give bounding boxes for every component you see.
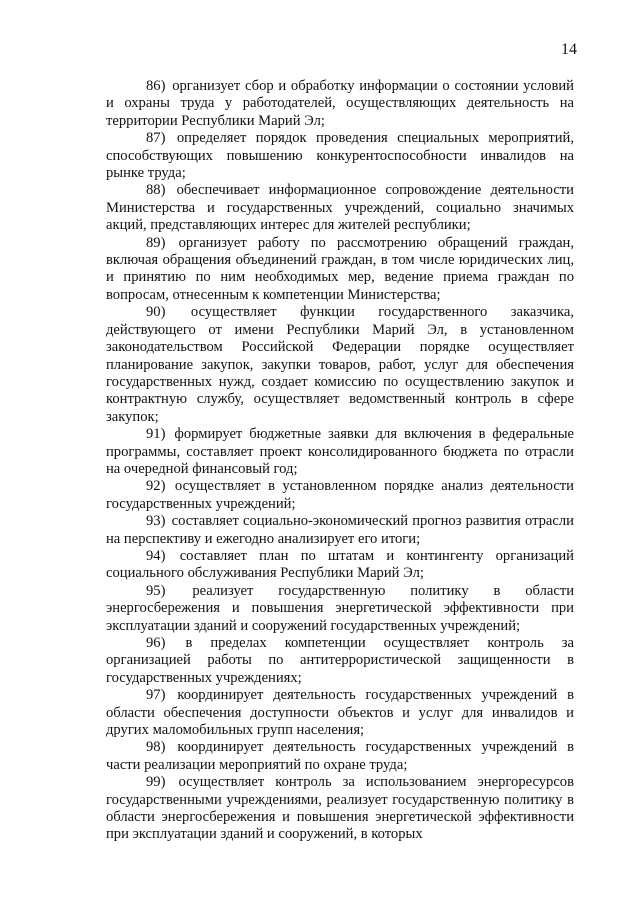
item-text: составляет план по штатам и контингенту организаций социального обслуживания Республики Марий Эл; [106,547,574,582]
item-text: осуществляет функции государственного заказчика, действующего от имени Республики Марий Эл, в установленном законодательством Российской Федерации порядке осуществляет планирование закупок, закупки товаров, работ, услуг для обеспечения государственных нужд, создает комиссию по осуществлению закупок и контрактную службу, осуществляет ведомственный контроль в сфере закупок; [106,304,574,425]
paragraph-86 [106,78,574,130]
paragraph-98 [106,739,574,774]
item-text: формирует бюджетные заявки для включения в федеральные программы, составляет проект консолидированного бюджета по отрасли на очередной финансовый год; [106,426,574,477]
item-text: обеспечивает информационное сопровождение деятельности Министерства и государственных учреждений, социально значимых акций, представляющих интерес для жителей республики; [106,182,574,234]
item-number: 90) [146,304,166,321]
item-number: 89) [146,234,166,251]
paragraph-97 [106,687,574,739]
item-text: организует работу по рассмотрению обращений граждан, включая обращения объединений граждан, в том числе юридических лиц, и принятию по ним необходимых мер, ведение приема граждан по вопросам, отнесенным к компетенции Министерства; [106,234,575,303]
item-number: 95) [146,582,166,599]
item-text: организует сбор и обработку информации о состоянии условий и охраны труда у работодателей, осуществляющих деятельность на территории Республики Марий Эл; [106,78,574,129]
item-number: 99) [146,774,166,791]
item-number: 87) [146,130,166,147]
paragraph-88 [106,182,574,234]
item-number: 86) [146,78,166,94]
paragraph-89 [106,235,574,305]
item-number: 92) [146,478,166,495]
paragraph-87 [106,130,574,182]
paragraph-96 [106,635,574,687]
item-number: 97) [146,687,166,704]
item-text: в пределах компетенции осуществляет контроль за организацией работы по антитеррористической защищенности в государственных учреждениях; [106,635,574,686]
paragraph-93 [106,513,574,548]
item-number: 93) [146,513,166,530]
item-number: 96) [146,635,166,651]
item-text: реализует государственную политику в области энергосбережения и повышения энергетической эффективности при эксплуатации зданий и сооружений государственных учреждений; [106,582,575,634]
item-text: координирует деятельность государственных учреждений в области обеспечения доступности объектов и услуг для инвалидов и других маломобильных групп населения; [106,687,574,739]
paragraph-99 [106,774,574,844]
item-text: осуществляет контроль за использованием энергоресурсов государственными учреждениями, реализует государственную политику в области энергосбережения и повышения энергетической эффективности при эксплуатации зданий и сооружений, в которых [106,774,574,843]
item-text: координирует деятельность государственных учреждений в части реализации мероприятий по охране труда; [106,739,574,773]
page-number: 14 [561,41,577,58]
item-number: 88) [146,182,166,199]
item-number: 98) [146,739,166,756]
paragraph-91 [106,426,574,478]
item-number: 91) [146,426,166,443]
item-text: составляет социально-экономический прогноз развития отрасли на перспективу и ежегодно анализирует его итоги; [106,513,574,547]
paragraph-94 [106,548,574,583]
item-text: определяет порядок проведения специальных мероприятий, способствующих повышению конкурентоспособности инвалидов на рынке труда; [106,130,574,182]
paragraph-92 [106,478,574,513]
paragraph-90 [106,304,574,426]
paragraph-95 [106,583,574,635]
document-body [106,78,574,844]
item-text: осуществляет в установленном порядке анализ деятельности государственных учреждений; [106,478,574,512]
item-number: 94) [146,547,166,564]
